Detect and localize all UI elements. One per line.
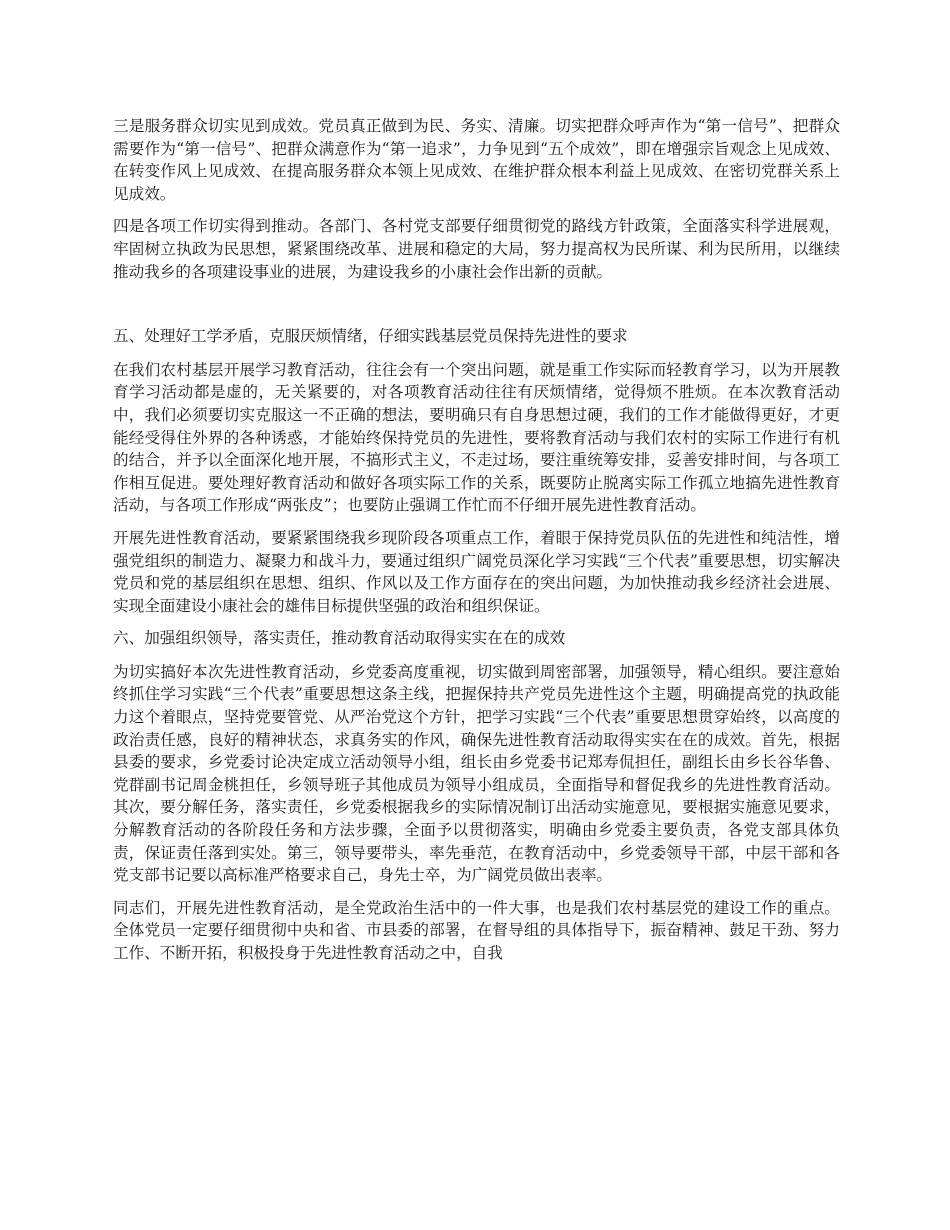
paragraph-closing-remarks: 同志们，开展先进性教育活动，是全党政治生活中的一件大事，也是我们农村基层党的建设工作的重点。全体党员一定要仔细贯彻中央和省、市县委的部署，在督导组的具体指导下，振奋精神、鼓足干劲、努力工作、不断开拓，积极投身于先进性教育活动之中，自我 [113, 898, 840, 962]
paragraph-work-study-balance: 在我们农村基层开展学习教育活动，往往会有一个突出问题，就是重工作实际而轻教育学习，以为开展教育学习活动都是虚的，无关紧要的，对各项教育活动往往有厌烦情绪，觉得烦不胜烦。在本次教育活动中，我们必须要切实克服这一不正确的想法，要明确只有自身思想过硬，我们的工作才能做得更好，才更能经受得住外界的各种诱惑，才能始终保持党员的先进性，要将教育活动与我们农村的实际工作进行有机的结合，并予以全面深化地开展，不搞形式主义，不走过场，要注重统筹安排，妥善安排时间，与各项工作相互促进。要处理好教育活动和做好各项实际工作的关系，既要防止脱离实际工作孤立地搞先进性教育活动，与各项工作形成“两张皮”；也要防止强调工作忙而不仔细开展先进性教育活动。 [113, 360, 840, 515]
section-heading-six: 六、加强组织领导，落实责任，推动教育活动取得实实在在的成效 [113, 629, 566, 648]
section-heading-five: 五、处理好工学矛盾，克服厌烦情绪，仔细实践基层党员保持先进性的要求 [113, 327, 628, 346]
paragraph-work-promotion: 四是各项工作切实得到推动。各部门、各村党支部要仔细贯彻党的路线方针政策，全面落实科学进展观，牢固树立执政为民思想，紧紧围绕改革、进展和稳定的大局，努力提高权为民所谋、利为民所用，以继续推动我乡的各项建设事业的进展，为建设我乡的小康社会作出新的贡献。 [113, 217, 840, 281]
paragraph-organization-leadership: 为切实搞好本次先进性教育活动，乡党委高度重视，切实做到周密部署，加强领导，精心组织。要注意始终抓住学习实践“三个代表”重要思想这条主线，把握保持共产党员先进性这个主题，明确提高党的执政能力这个着眼点，坚持党要管党、从严治党这个方针，把学习实践“三个代表”重要思想贯穿始终，以高度的政治责任感，良好的精神状态，求真务实的作风，确保先进性教育活动取得实实在在的成效。首先，根据县委的要求，乡党委讨论决定成立活动领导小组，组长由乡党委书记郑寿侃担任，副组长由乡长谷华鲁、党群副书记周金桃担任，乡领导班子其他成员为领导小组成员，全面指导和督促我乡的先进性教育活动。其次，要分解任务，落实责任，乡党委根据我乡的实际情况制订出活动实施意见，要根据实施意见要求，分解教育活动的各阶段任务和方法步骤，全面予以贯彻落实，明确由乡党委主要负责，各党支部具体负责，保证责任落到实处。第三，领导要带头，率先垂范，在教育活动中，乡党委领导干部，中层干部和各党支部书记要以高标准严格要求自己，身先士卒，为广阔党员做出表率。 [113, 662, 840, 885]
section-spacer [113, 293, 840, 325]
paragraph-service-masses: 三是服务群众切实见到成效。党员真正做到为民、务实、清廉。切实把群众呼声作为“第一信号”、把群众需要作为“第一信号”、把群众满意作为“第一追求”，力争见到“五个成效”，即在增强宗旨观念上见成效、在转变作风上见成效、在提高服务群众本领上见成效、在维护群众根本利益上见成效、在密切党群关系上见成效。 [113, 117, 840, 203]
paragraph-advanced-education: 开展先进性教育活动，要紧紧围绕我乡现阶段各项重点工作，着眼于保持党员队伍的先进性和纯洁性，增强党组织的制造力、凝聚力和战斗力，要通过组织广阔党员深化学习实践“三个代表”重要思想，切实解决党员和党的基层组织在思想、组织、作风以及工作方面存在的突出问题，为加快推动我乡经济社会进展、实现全面建设小康社会的雄伟目标提供坚强的政治和组织保证。 [113, 528, 840, 615]
document-body [113, 115, 840, 965]
